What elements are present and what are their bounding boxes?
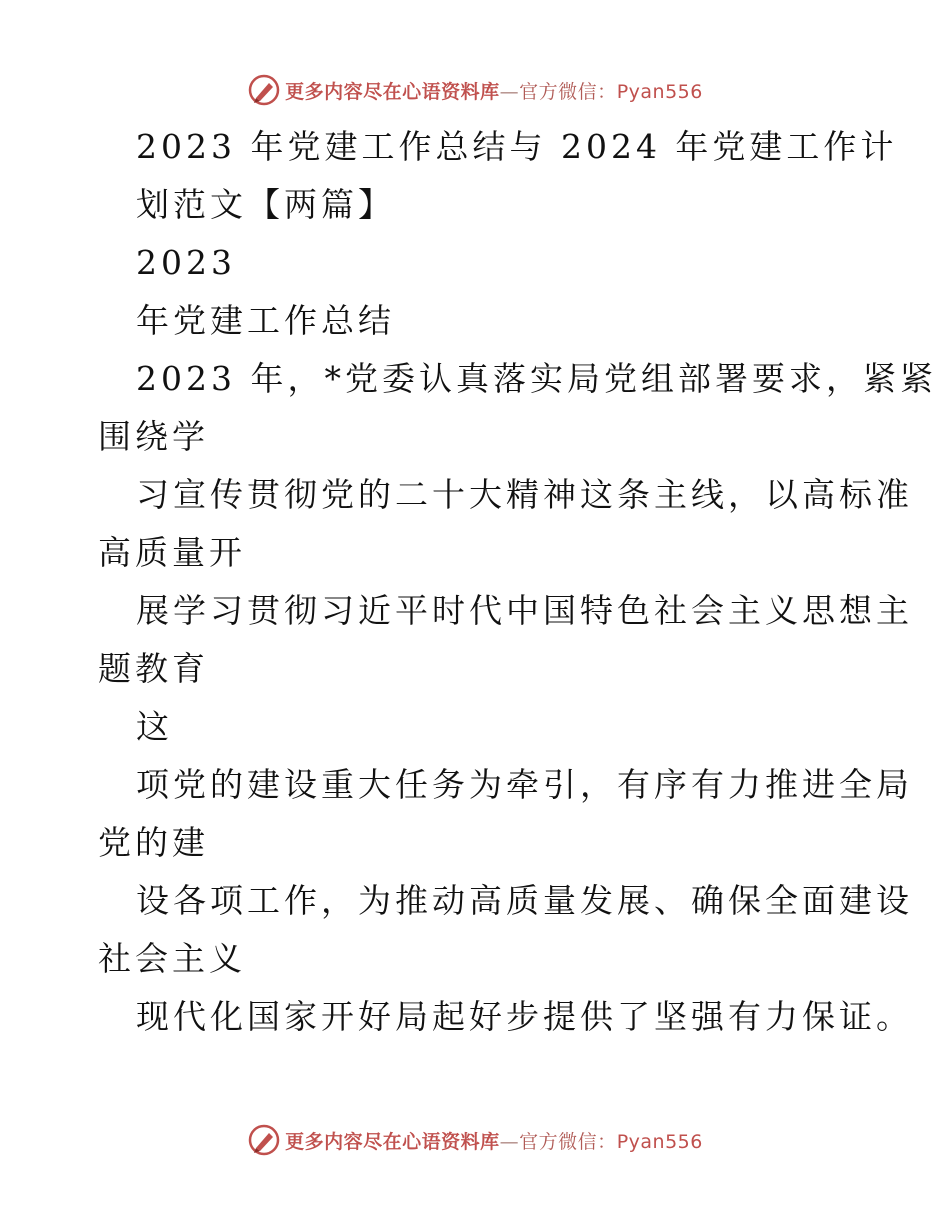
banner-brand: 更多内容尽在心语资料库	[285, 1130, 500, 1153]
banner-dash: —	[499, 1130, 520, 1153]
document-body	[98, 118, 937, 1046]
document-line: 这	[136, 707, 173, 746]
document-line: 围绕学	[98, 417, 209, 456]
pen-logo-icon	[247, 73, 281, 107]
banner-text	[285, 1127, 703, 1154]
banner-wechat-id: Pyan556	[616, 80, 703, 103]
document-line: 设各项工作，为推动高质量发展、确保全面建设	[136, 881, 913, 920]
document-line: 2023 年，*党委认真落实局党组部署要求，紧紧	[136, 359, 937, 398]
document-line: 2023 年党建工作总结与 2024 年党建工作计	[136, 127, 898, 166]
document-line: 划范文【两篇】	[136, 185, 395, 224]
document-line: 现代化国家开好局起好步提供了坚强有力保证。	[136, 997, 913, 1036]
document-line: 高质量开	[98, 533, 246, 572]
document-line: 年党建工作总结	[136, 301, 395, 340]
banner-wechat-label: 官方微信：	[519, 1130, 617, 1153]
document-line: 党的建	[98, 823, 209, 862]
document-line: 2023	[136, 243, 236, 282]
document-line: 展学习贯彻习近平时代中国特色社会主义思想主	[136, 591, 913, 630]
footer-banner	[0, 1120, 950, 1160]
document-line: 社会主义	[98, 939, 246, 978]
banner-text	[285, 77, 703, 104]
banner-wechat-label: 官方微信：	[519, 80, 617, 103]
banner-brand: 更多内容尽在心语资料库	[285, 80, 500, 103]
header-banner	[0, 70, 950, 110]
banner-wechat-id: Pyan556	[616, 1130, 703, 1153]
banner-dash: —	[499, 80, 520, 103]
document-line: 习宣传贯彻党的二十大精神这条主线，以高标准	[136, 475, 913, 514]
pen-logo-icon	[247, 1123, 281, 1157]
document-line: 项党的建设重大任务为牵引，有序有力推进全局	[136, 765, 913, 804]
document-line: 题教育	[98, 649, 209, 688]
